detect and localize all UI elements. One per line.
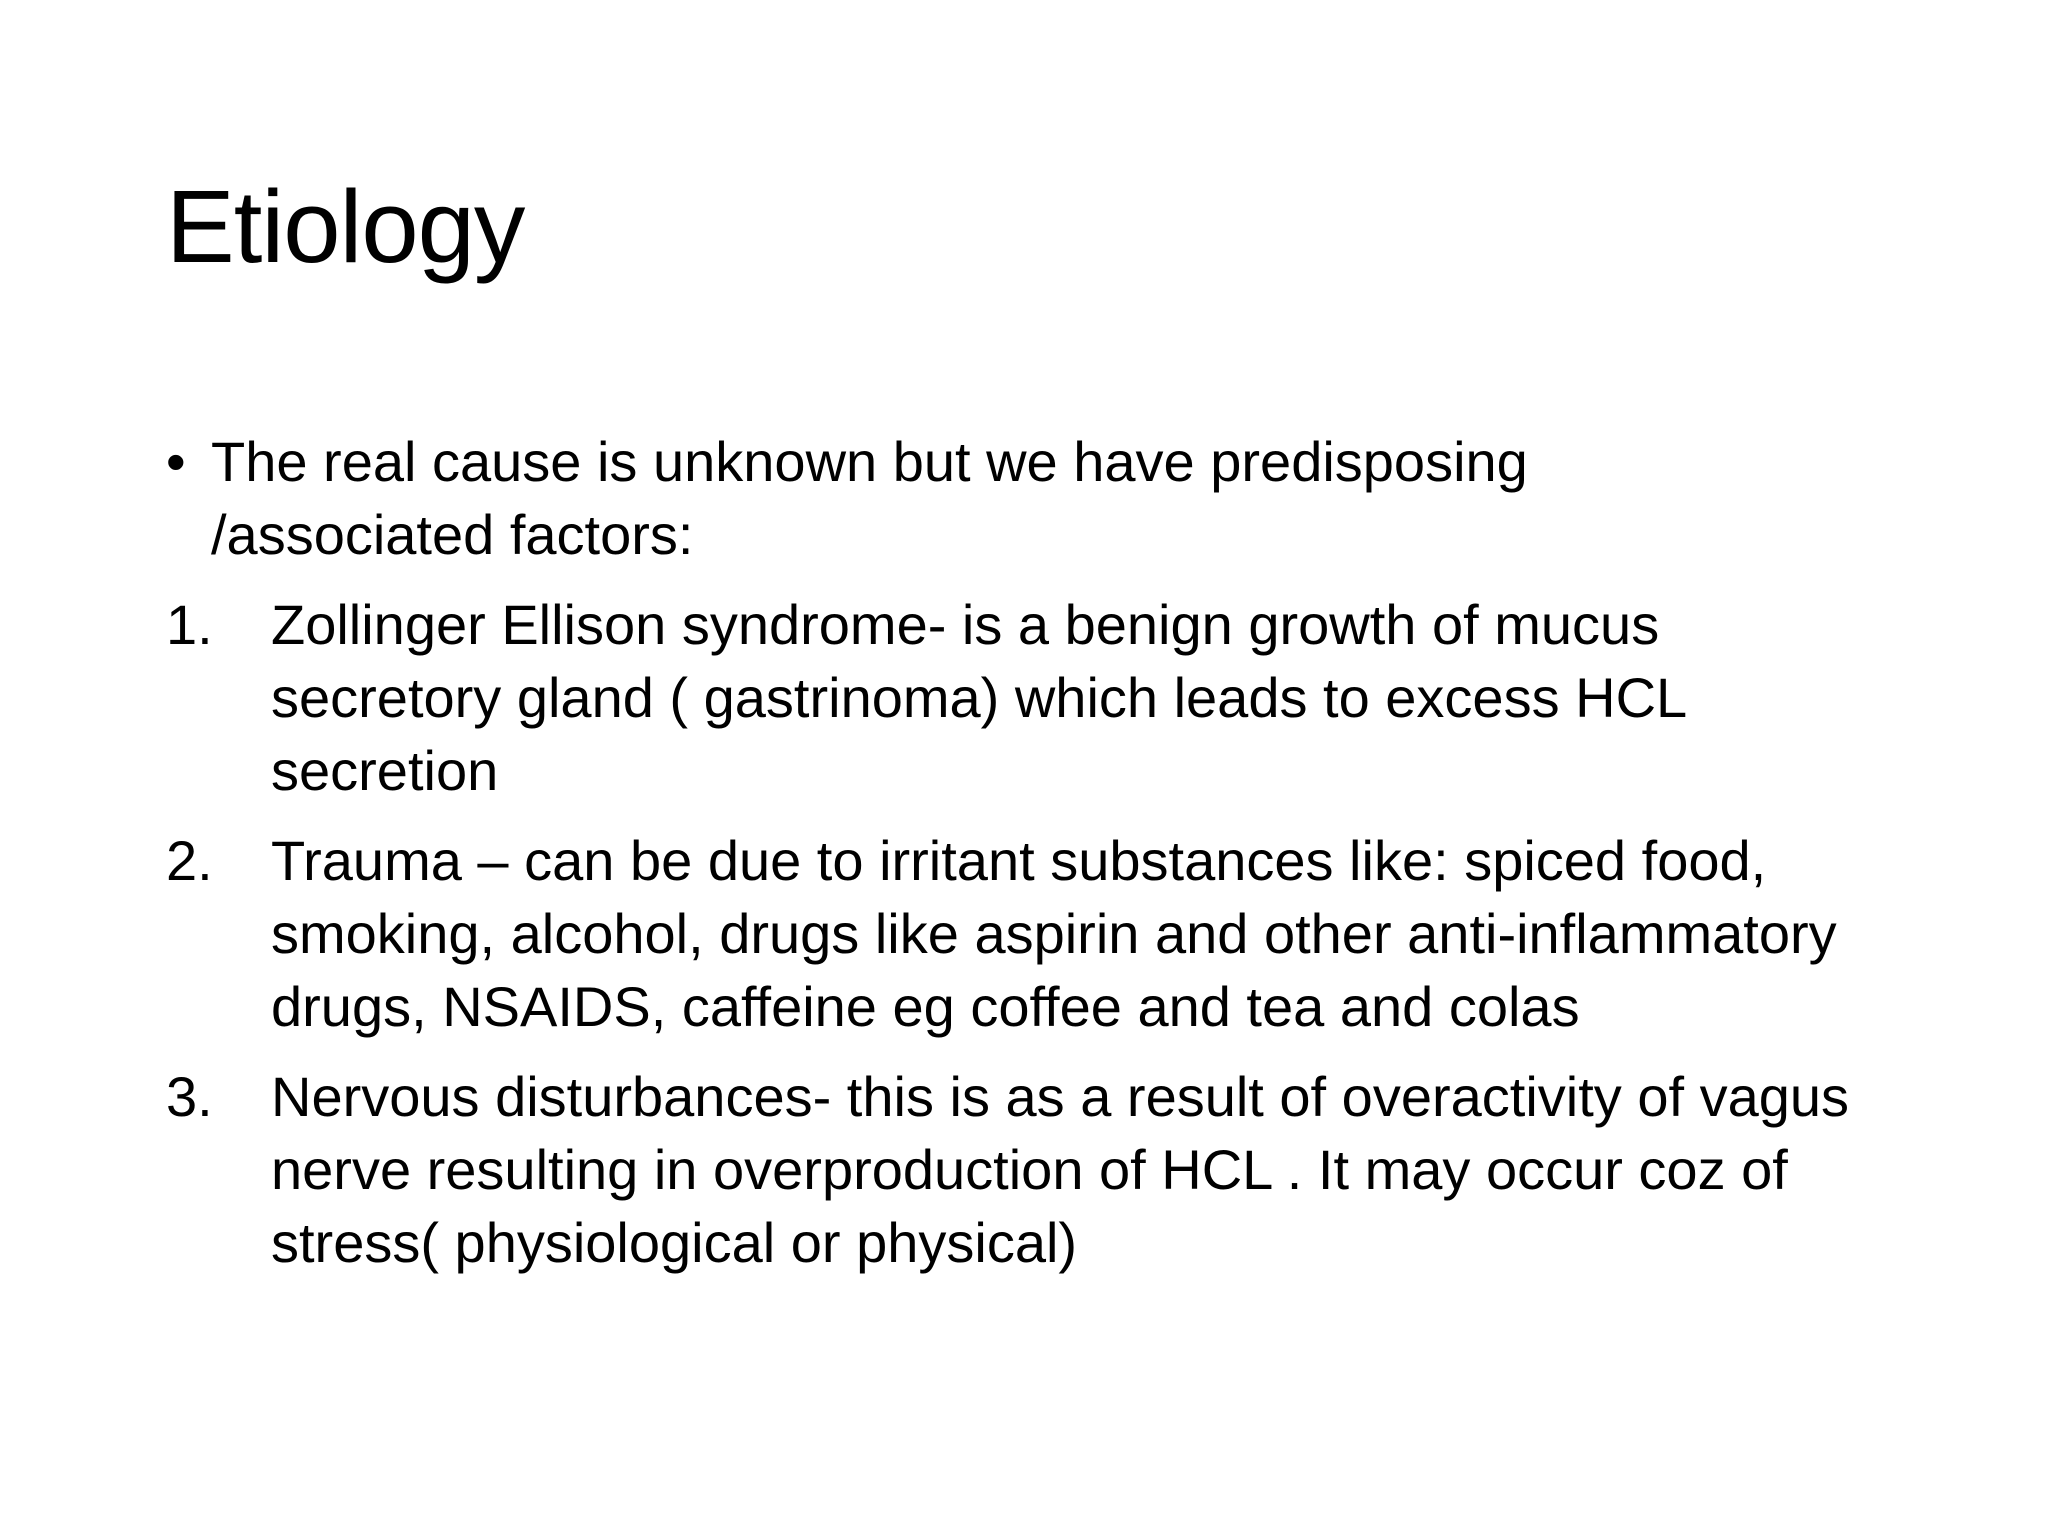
slide-body xyxy=(166,425,1886,1296)
list-text-1: Zollinger Ellison syndrome- is a benign growth of mucus secretory gland ( gastrinoma) which leads to excess HCL secretion xyxy=(271,593,1686,802)
bullet-marker: • xyxy=(166,430,186,493)
list-item-2 xyxy=(166,824,1851,1043)
list-number-1: 1. xyxy=(166,593,213,656)
list-item-3 xyxy=(166,1060,1871,1279)
intro-bullet xyxy=(166,425,1771,571)
list-number-2: 2. xyxy=(166,829,213,892)
list-item-1 xyxy=(166,588,1831,807)
list-text-2: Trauma – can be due to irritant substances like: spiced food, smoking, alcohol, drugs like aspirin and other anti-inflammatory drugs, NSAIDS, caffeine eg coffee and tea and colas xyxy=(271,829,1837,1038)
intro-text: The real cause is unknown but we have predisposing /associated factors: xyxy=(211,430,1528,566)
list-number-3: 3. xyxy=(166,1065,213,1128)
slide-title: Etiology xyxy=(166,169,525,284)
list-text-3: Nervous disturbances- this is as a result of overactivity of vagus nerve resulting in overproduction of HCL . It may occur coz of stress( physiological or physical) xyxy=(271,1065,1850,1274)
